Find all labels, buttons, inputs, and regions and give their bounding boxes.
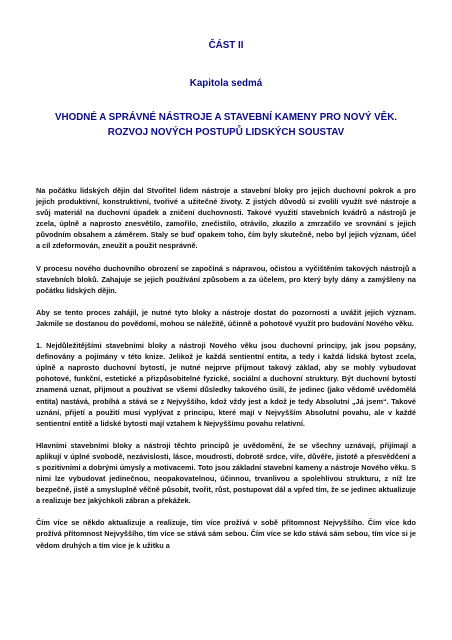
paragraph: 1. Nejdůležitějšími stavebními bloky a nástroji Nového věku jsou duchovní principy, jak jsou popsány, definovány a pojímány v této knize. Jelikož je každá sentientní entita, a tedy i každá lidská bytost zcela, úplně a naprosto duchovní bytostí, je nutné nejprve přijmout takový základ, aby se mohly vybudovat pohotové, funkční, estetické a přizpůsobitelné fyzické, sociální a duchovní struktury. Být duchovní bytostí znamená uznat, přijmout a používat se všemi důsledky takového úsilí, že jedinec (jako vědomě uvědomělá entita) nastává, probíhá a stává se z Nejvyššího, kdož vždy jest a kdož je tedy Absolutní „Já jsem“. Takové uznání, přijetí a použití musí vyplývat z principu, které mají v Nejvyšším Absolutní povahu, ale v každé sentientní entitě a lidské bytosti mají vztahem k Nejvyššímu povahu relativní. <box>36 341 416 428</box>
chapter-title <box>40 111 412 140</box>
chapter-heading: Kapitola sedmá <box>189 78 263 89</box>
part-heading: ČÁST II <box>208 40 244 51</box>
body-text <box>36 185 416 562</box>
paragraph: V procesu nového duchovního obrození se započíná s nápravou, očistou a vyčištěním takových nástrojů a stavebních bloků. Zahajuje se jejich používání způsobem a za účelem, pro který byly dány a zamýšleny na počátku lidských dějin. <box>36 263 416 295</box>
chapter-title-line: VHODNÉ A SPRÁVNÉ NÁSTROJE A STAVEBNÍ KAMENY PRO NOVÝ VĚK. <box>54 112 398 123</box>
paragraph: Na počátku lidských dějin dal Stvořitel lidem nástroje a stavební bloky pro jejich duchovní pokrok a pro jejich produktivní, konstruktivní, tvořivé a užitečné životy. Z jistých důvodů si zvolili využít své nástroje a svůj materiál na duchovní úpadek a zničení duchovnosti. Takové využití stavebních kvádrů a nástrojů je zcela, úplně a naprosto znesvětilo, zamořilo, znečistilo, otrávilo, zkazilo a zmrzačilo ve srovnání s jejich původním obsahem a záměrem. Staly se buď opakem toho, čím byly skutečně, nebo byl jejich význam, účel a cíl zdeformován, zneužit a použit nesprávně. <box>36 186 416 251</box>
paragraph: Aby se tento proces zahájil, je nutné tyto bloky a nástroje dostat do pozornosti a uvážit jejich význam. Jakmile se dostanou do povědomí, mohou se náležitě, účinně a pohotově využít pro budování Nového věku. <box>36 307 416 328</box>
chapter-title-line: ROZVOJ NOVÝCH POSTUPŮ LIDSKÝCH SOUSTAV <box>107 126 345 138</box>
paragraph: Čím více se někdo aktualizuje a realizuje, tím více prožívá v sobě přítomnost Nejvyššího. Čím více kdo prožívá přítomnost Nejvyššího, tím více se stává sám sebou. Čím více se kdo stává sám sebou, tím více si je vědom druhých a tím více je k užitku a <box>36 518 416 550</box>
paragraph: Hlavními stavebními bloky a nástroji těchto principů je uvědomění, že se všechny uznávají, přijímají a aplikují v úplné svobodě, nezávislosti, lásce, moudrosti, dobrotě srdce, víře, důvěře, jistotě a přesvědčení a s pozitivními a dobrými úmysly a motivacemi. Toto jsou základní stavební kameny a nástroje Nového věku. S nimi lze vybudovat jedinečnou, neopakovatelnou, účinnou, trvanlivou a spolehlivou strukturu, z níž lze bezpečně, jistě a smysluplně věčně působit, tvořit, růst, postupovat dál a vpřed tím, že se jedinec aktualizuje a realizuje bez jakýchkoli zábran a překážek. <box>36 440 416 506</box>
